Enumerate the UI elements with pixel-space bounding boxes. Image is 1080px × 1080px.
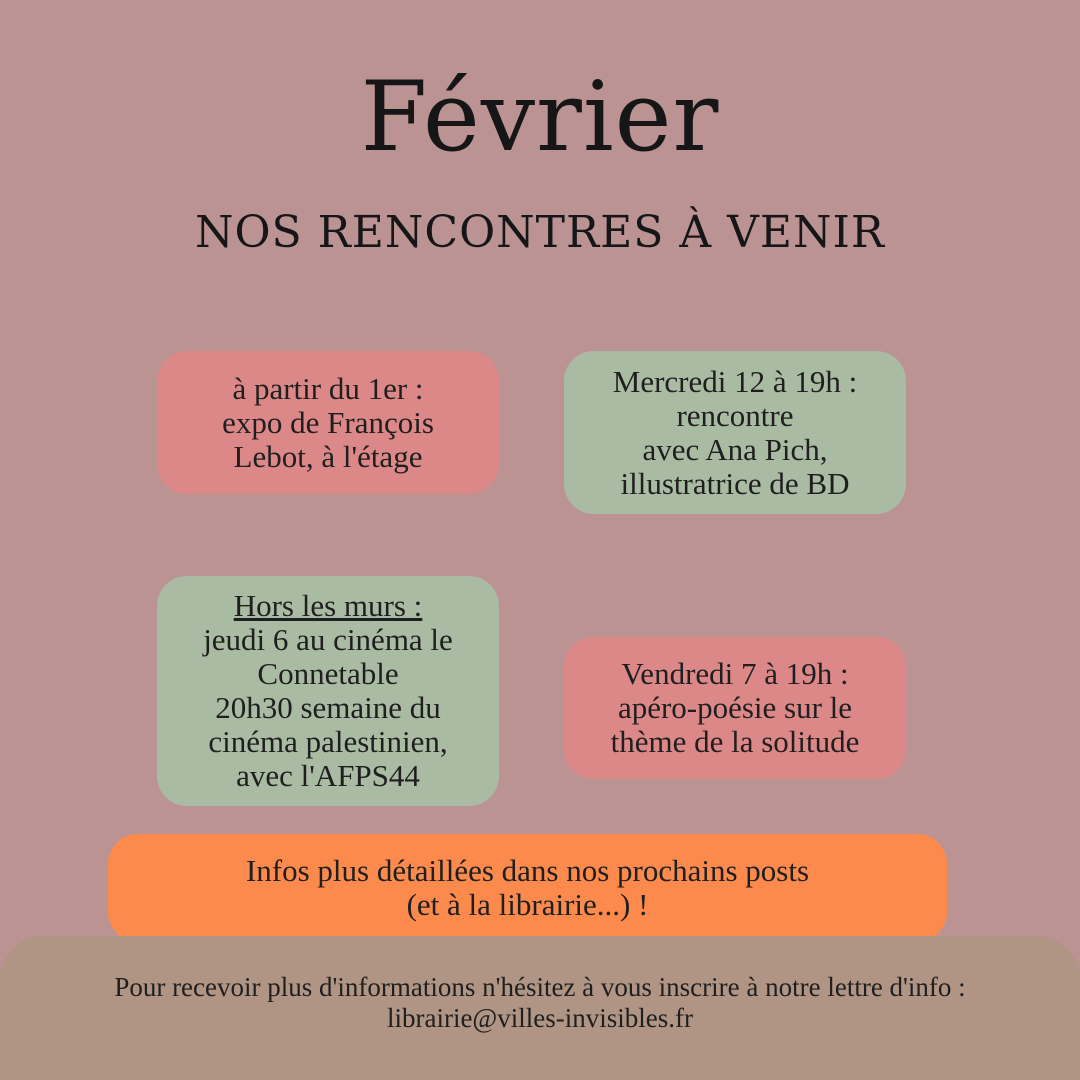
info-banner-line: (et à la librairie...) ! [406,887,649,922]
event-line: Vendredi 7 à 19h : [621,656,849,691]
info-banner-line: Infos plus détaillées dans nos prochains posts [245,853,810,888]
event-line: avec Ana Pich, [642,431,828,467]
event-line: cinéma palestinien, [208,724,448,759]
page-title: Février [360,61,720,173]
page-subtitle: NOS RENCONTRES À VENIR [194,207,886,258]
event-box-hors-les-murs [157,576,499,806]
event-box-poesie [564,637,906,779]
event-line: jeudi 6 au cinéma le [203,622,453,657]
event-line: thème de la solitude [610,724,860,759]
event-box-expo [157,351,499,494]
event-line: Mercredi 12 à 19h : [612,363,858,399]
event-line: expo de François [222,404,434,440]
footer-email: librairie@villes-invisibles.fr [386,1003,694,1033]
event-line: rencontre [676,397,794,433]
event-line: apéro-poésie sur le [617,690,853,725]
event-box-ana-pich [564,351,906,514]
event-line: Lebot, à l'étage [233,438,423,474]
event-line: illustratrice de BD [620,465,850,501]
newsletter-footer [0,936,1080,1080]
event-line: à partir du 1er : [232,370,424,406]
event-line: avec l'AFPS44 [236,758,420,793]
event-line: Connetable [257,656,399,691]
footer-text: Pour recevoir plus d'informations n'hésitez à vous inscrire à notre lettre d'info : [114,972,966,1002]
event-heading: Hors les murs : [233,588,423,623]
info-banner [108,834,947,942]
event-line: 20h30 semaine du [215,690,441,725]
